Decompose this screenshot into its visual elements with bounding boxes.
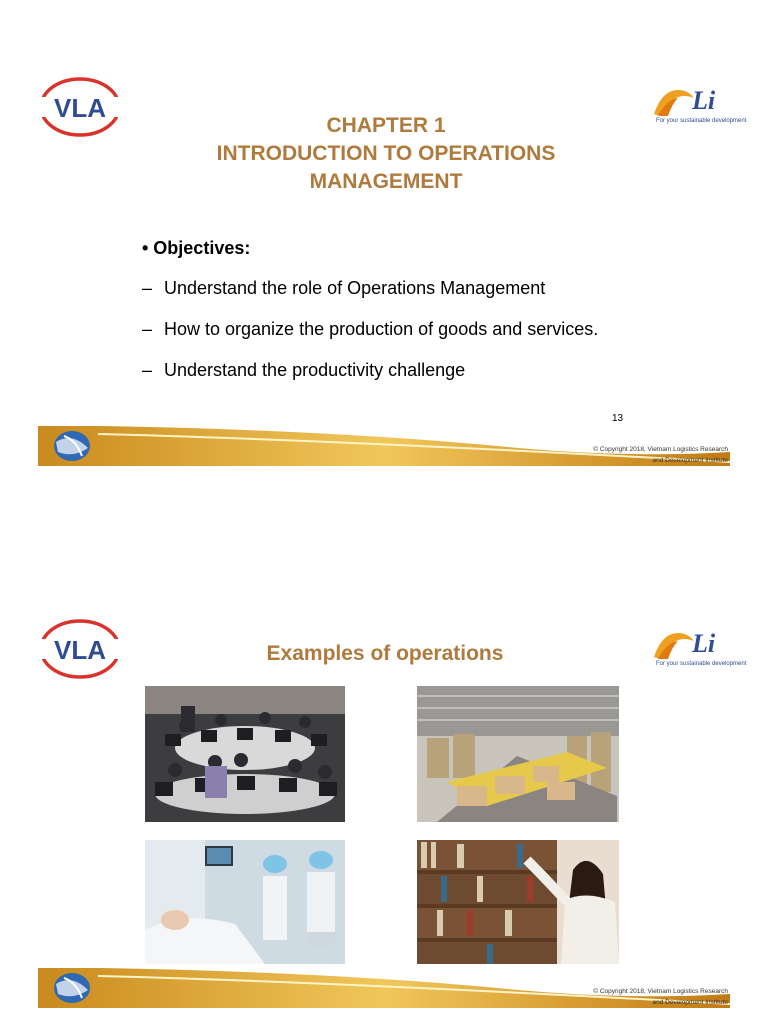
vli-wing-icon bbox=[652, 629, 696, 661]
objective-item bbox=[140, 318, 700, 340]
slide-title: Examples of operations bbox=[266, 642, 504, 665]
dash-bullet: – bbox=[142, 360, 153, 380]
dash-bullet: – bbox=[142, 319, 153, 339]
warehouse-photo bbox=[417, 686, 619, 822]
title-line-1: CHAPTER 1 bbox=[326, 114, 446, 137]
footer-banner bbox=[38, 968, 730, 1008]
slide-2 bbox=[0, 512, 768, 1024]
title-line-2: INTRODUCTION TO OPERATIONS bbox=[216, 142, 556, 165]
objective-item bbox=[140, 359, 700, 381]
objective-item bbox=[140, 277, 700, 299]
objectives-list bbox=[140, 238, 700, 400]
vli-logo bbox=[652, 86, 747, 130]
footer-banner bbox=[38, 426, 730, 466]
copyright-line-1: © Copyright 2018, Vietnam Logistics Research bbox=[593, 988, 728, 995]
objectives-heading: • Objectives: bbox=[142, 238, 251, 258]
vli-logo-text: Li bbox=[692, 86, 716, 115]
vli-tagline: For your sustainable development bbox=[656, 661, 747, 667]
title-line-3: MANAGEMENT bbox=[309, 170, 463, 193]
globe-logo bbox=[54, 973, 90, 1003]
vla-logo-text: VLA bbox=[54, 93, 106, 123]
vli-wing-icon bbox=[652, 86, 696, 118]
objective-text: Understand the role of Operations Management bbox=[164, 278, 546, 298]
vla-logo bbox=[38, 617, 122, 681]
vla-logo bbox=[38, 75, 122, 139]
objective-text: How to organize the production of goods and services. bbox=[164, 319, 599, 339]
copyright-line-2: and Development Institute bbox=[652, 457, 728, 464]
library-photo bbox=[417, 840, 619, 964]
page-number: 13 bbox=[612, 413, 624, 424]
vli-logo-text: Li bbox=[692, 629, 716, 658]
copyright-line-2: and Development Institute bbox=[652, 999, 728, 1006]
hospital-photo bbox=[145, 840, 345, 964]
vla-logo-text: VLA bbox=[54, 635, 106, 665]
chapter-title bbox=[150, 112, 622, 196]
copyright-text bbox=[593, 986, 728, 1008]
vli-logo bbox=[652, 629, 747, 673]
call-center-photo bbox=[145, 686, 345, 822]
objective-text: Understand the productivity challenge bbox=[164, 360, 466, 380]
copyright-line-1: © Copyright 2018, Vietnam Logistics Research bbox=[593, 446, 728, 453]
vli-tagline: For your sustainable development bbox=[656, 118, 747, 124]
globe-logo bbox=[54, 431, 90, 461]
dash-bullet: – bbox=[142, 278, 153, 298]
copyright-text bbox=[593, 444, 728, 466]
